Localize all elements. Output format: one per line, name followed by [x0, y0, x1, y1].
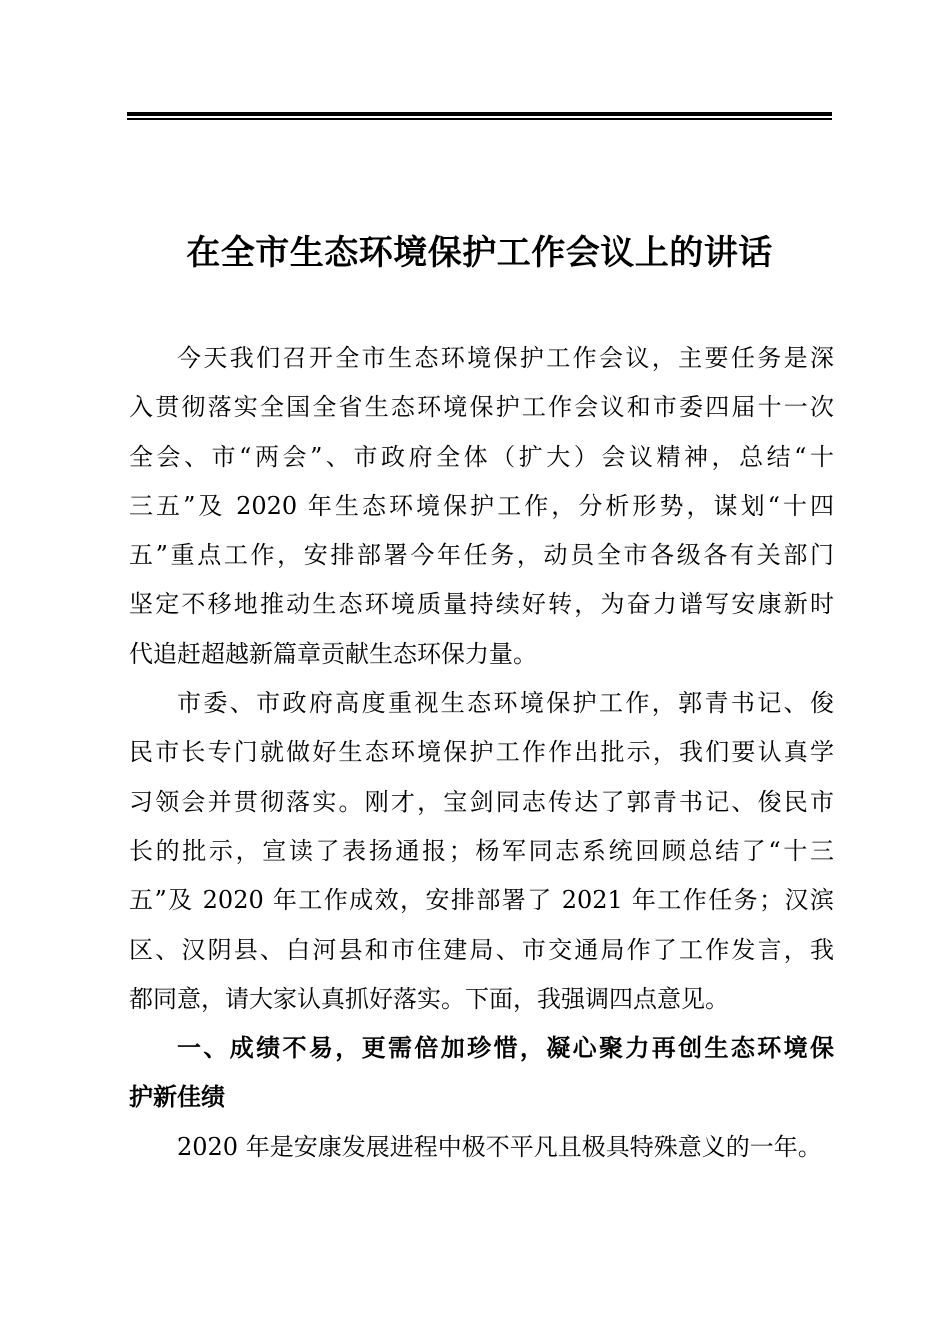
paragraph-line: 全会、市“两会”、市政府全体（扩大）会议精神，总结“十: [129, 442, 834, 471]
paragraph-line: 五”及 2020 年工作成效，安排部署了 2021 年工作任务；汉滨: [129, 886, 834, 915]
paragraph-line: 长的批示，宣读了表扬通报；杨军同志系统回顾总结了“十三: [129, 836, 834, 865]
paragraph-line: 区、汉阴县、白河县和市住建局、市交通局作了工作发言，我: [129, 935, 834, 964]
paragraph-line: 习领会并贯彻落实。刚才，宝剑同志传达了郭青书记、俊民市: [129, 787, 834, 816]
paragraph-1: [129, 334, 834, 679]
heading-line: 护新佳绩: [129, 1083, 225, 1112]
paragraph-line: 三五”及 2020 年生态环境保护工作，分析形势，谋划“十四: [129, 491, 834, 520]
paragraph-line: 今天我们召开全市生态环境保护工作会议，主要任务是深: [177, 344, 834, 372]
paragraph-line: 民市长专门就做好生态环境保护工作作出批示，我们要认真学: [129, 738, 834, 767]
document-title: 在全市生态环境保护工作会议上的讲话: [186, 233, 773, 273]
paragraph-line: 坚定不移地推动生态环境质量持续好转，为奋力谱写安康新时: [129, 590, 834, 619]
paragraph-line: 都同意，请大家认真抓好落实。下面，我强调四点意见。: [129, 984, 729, 1013]
paragraph-line: 代追赶超越新篇章贡献生态环保力量。: [129, 639, 537, 668]
document-body: [129, 334, 834, 1172]
heading-line: 一、成绩不易，更需倍加珍惜，凝心聚力再创生态环境保: [177, 1034, 834, 1063]
header-rule-thick: [127, 112, 832, 116]
paragraph-line: 五”重点工作，安排部署今年任务，动员全市各级各有关部门: [129, 541, 834, 570]
paragraph-line: 市委、市政府高度重视生态环境保护工作，郭青书记、俊: [177, 689, 834, 718]
header-rule-thin: [127, 118, 832, 120]
paragraph-line: 2020 年是安康发展进程中极不平凡且极具特殊意义的一年。: [177, 1132, 822, 1161]
paragraph-3: [129, 1123, 834, 1172]
paragraph-line: 入贯彻落实全国全省生态环境保护工作会议和市委四届十一次: [129, 393, 834, 422]
section-heading-1: [129, 1024, 834, 1123]
paragraph-2: [129, 679, 834, 1024]
